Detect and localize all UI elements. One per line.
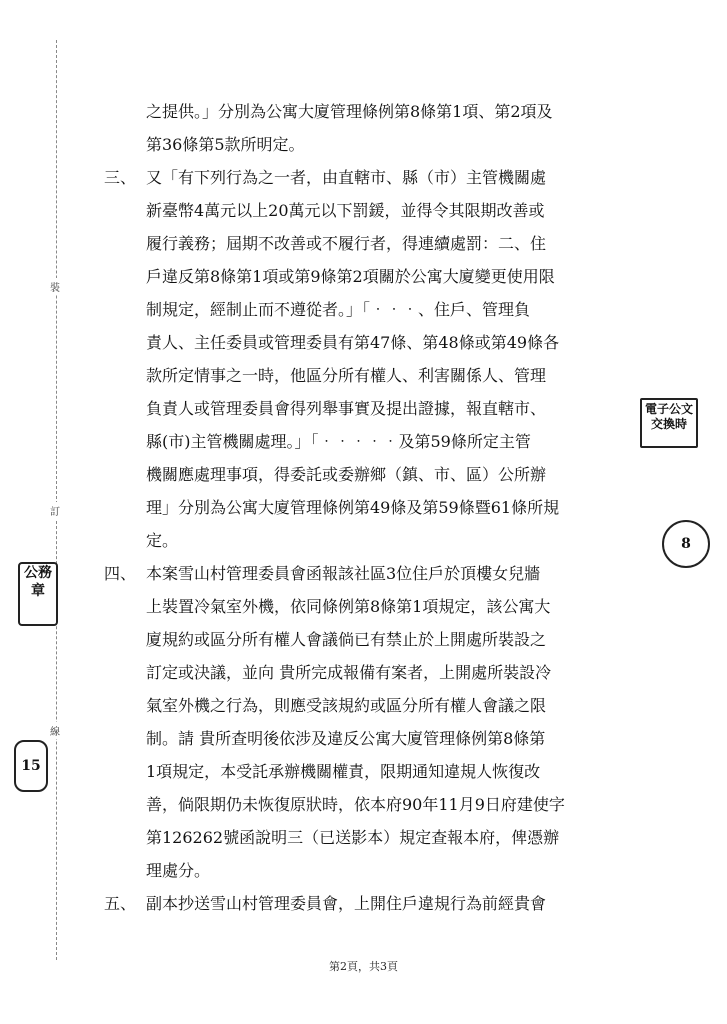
text-line: 戶違反第8條第1項或第9條第2項關於公寓大廈變更使用限 (146, 267, 555, 286)
text-line: 善，倘限期仍未恢復原狀時，依本府90年11月9日府建使字 (146, 795, 565, 814)
e-document-exchange-stamp: 電子公文交換時 (640, 398, 698, 448)
binding-label-mid: 訂 (50, 502, 60, 519)
page-number-stamp-left: 15 (14, 740, 48, 792)
official-seal-stamp: 公務章 (18, 562, 58, 626)
text-line: 廈規約或區分所有權人會議倘已有禁止於上開處所裝設之 (146, 630, 547, 649)
document-body (104, 95, 629, 920)
binding-label-top: 裝 (50, 278, 60, 295)
text-line: 縣(市)主管機關處理。」「‧‧‧‧‧及第59條所定主管 (146, 432, 531, 451)
text-line: 款所定情事之一時，他區分所有權人、利害關係人、管理 (146, 366, 547, 385)
intro-lines (146, 95, 629, 161)
item-five-lines (146, 887, 629, 920)
text-line: 之提供。」分別為公寓大廈管理條例第8條第1項、第2項及 (146, 102, 553, 121)
text-line: 理」分別為公寓大廈管理條例第49條及第59條暨61條所規 (146, 498, 560, 517)
text-line: 責人、主任委員或管理委員有第47條、第48條或第49條各 (146, 333, 560, 352)
item-four-lines (146, 557, 629, 887)
text-line: 上裝置冷氣室外機，依同條例第8條第1項規定，該公寓大 (146, 597, 551, 616)
text-line: 負責人或管理委員會得列舉事實及提出證據，報直轄市、 (146, 399, 547, 418)
intro-paragraph (104, 95, 629, 161)
text-line: 履行義務；屆期不改善或不履行者，得連續處罰：二、住 (146, 234, 547, 253)
text-line: 本案雪山村管理委員會函報該社區3位住戶於頂樓女兒牆 (146, 564, 541, 583)
text-line: 第126262號函說明三（已送影本）規定查報本府，俾憑辦 (146, 828, 560, 847)
item-marker: 三、 (104, 168, 137, 187)
item-three (104, 161, 629, 557)
item-three-lines (146, 161, 629, 557)
page-footer: 第2頁，共3頁 (329, 960, 398, 973)
text-line: 訂定或決議，並向 貴所完成報備有案者，上開處所裝設冷 (146, 663, 552, 682)
text-line: 又「有下列行為之一者，由直轄市、縣（市）主管機關處 (146, 168, 547, 187)
text-line: 定。 (146, 531, 179, 550)
text-line: 理處分。 (146, 861, 211, 880)
text-line: 副本抄送雪山村管理委員會，上開住戶違規行為前經貴會 (146, 894, 547, 913)
item-five (104, 887, 629, 920)
binding-label-bottom: 線 (50, 722, 60, 739)
text-line: 機關應處理事項，得委託或委辦鄉（鎮、市、區）公所辦 (146, 465, 547, 484)
text-line: 新臺幣4萬元以上20萬元以下罰鍰，並得令其限期改善或 (146, 201, 545, 220)
page-number-stamp-right: 8 (662, 520, 710, 568)
text-line: 氣室外機之行為，則應受該規約或區分所有權人會議之限 (146, 696, 547, 715)
text-line: 第36條第5款所明定。 (146, 135, 305, 154)
item-marker: 五、 (104, 894, 137, 913)
item-four (104, 557, 629, 887)
text-line: 制規定，經制止而不遵從者。」「‧‧‧、住戶、管理負 (146, 300, 531, 319)
text-line: 制。請 貴所查明後依涉及違反公寓大廈管理條例第8條第 (146, 729, 546, 748)
binding-line (56, 40, 57, 960)
text-line: 1項規定，本受託承辦機關權責，限期通知違規人恢復改 (146, 762, 541, 781)
item-marker: 四、 (104, 564, 137, 583)
intro-indent (104, 95, 146, 161)
